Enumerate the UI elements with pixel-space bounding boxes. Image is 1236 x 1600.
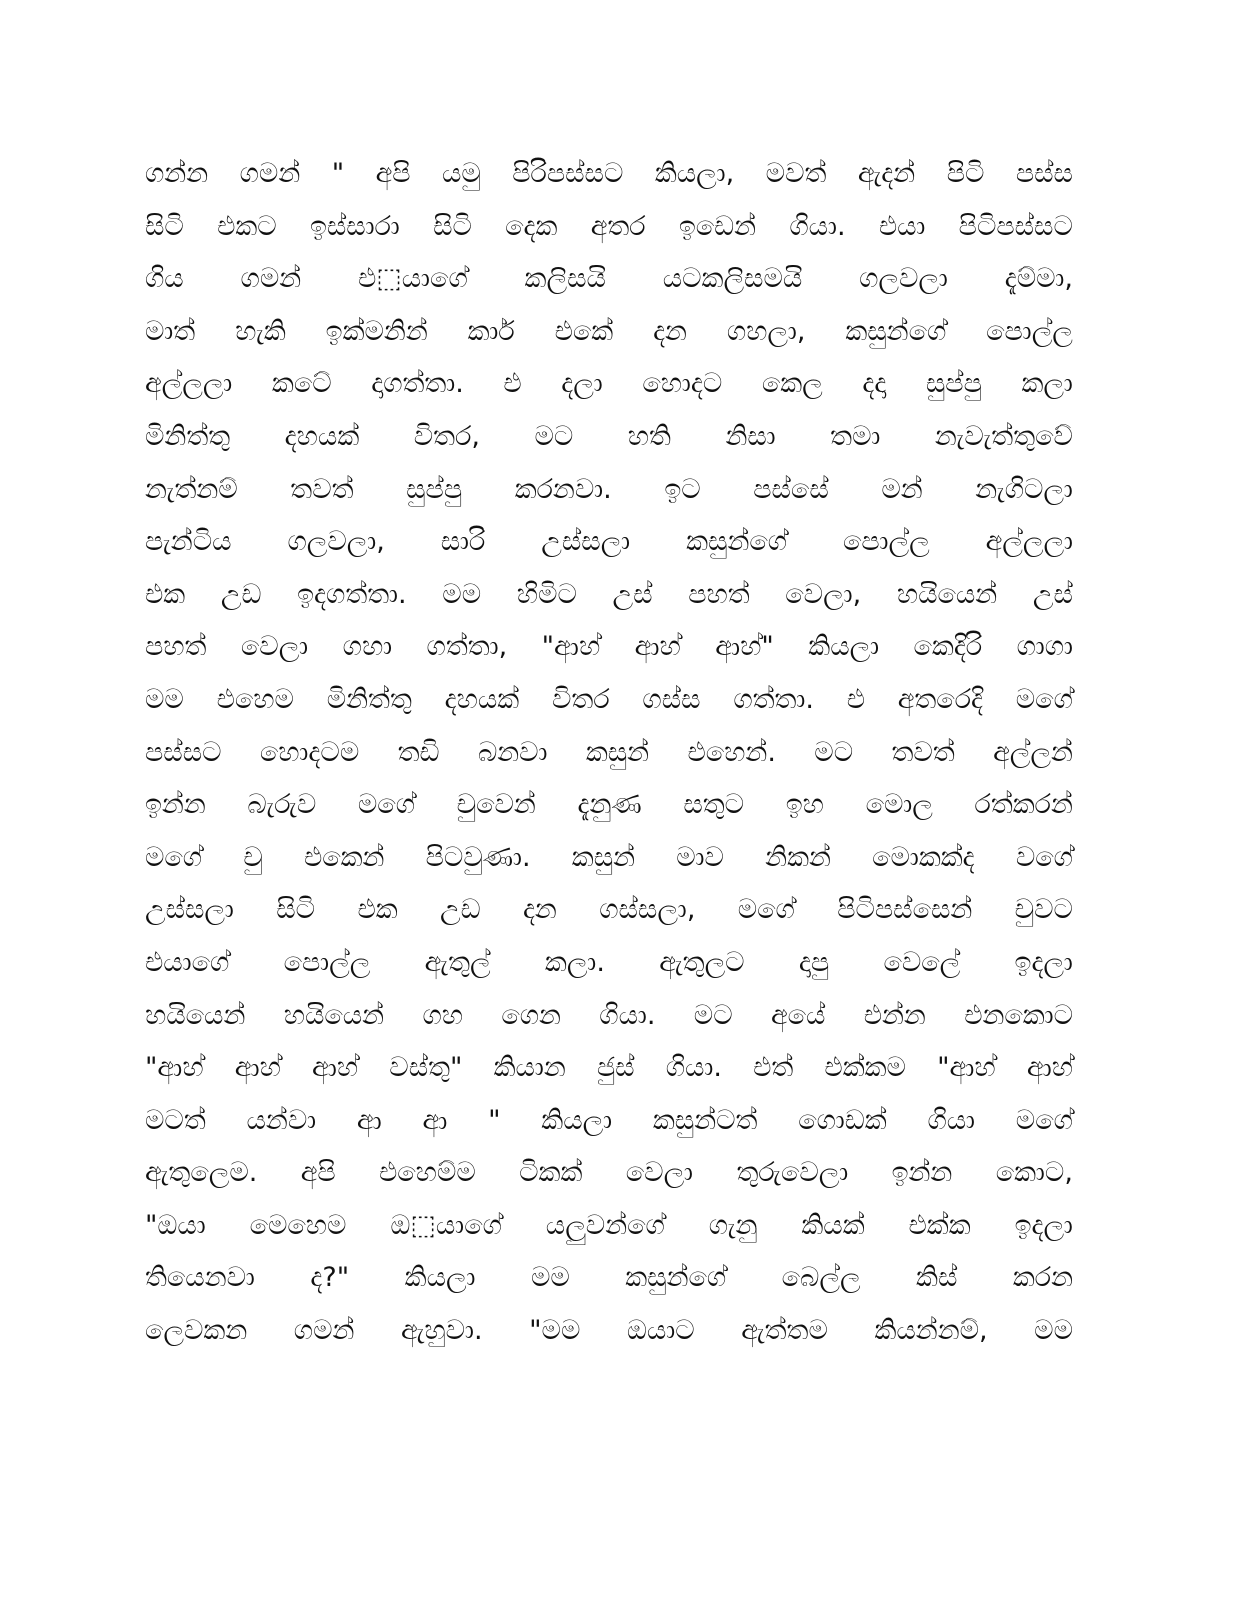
text-word: ඉන්න — [145, 789, 206, 821]
text-word: දදා — [862, 368, 887, 400]
text-word: මට — [814, 736, 854, 768]
text-word: පිටිපස්සෙන් — [837, 894, 973, 926]
text-word: යලුවන්ගේ — [545, 1209, 665, 1241]
text-word: ගෙන — [501, 999, 561, 1031]
text-word: සිටි — [145, 210, 184, 242]
text-word: එහෙම — [216, 683, 294, 715]
text-word: ඉදලා — [1014, 946, 1073, 978]
text-word: විතර — [551, 683, 610, 715]
text-word: වෙලා — [625, 1157, 694, 1189]
text-word: අල්ලලා — [145, 368, 233, 400]
text-word: විතර, — [413, 420, 480, 452]
text-word: ඉස්සාරා — [309, 210, 400, 242]
text-word: කියලා, — [654, 158, 735, 189]
text-word: දන — [653, 315, 687, 347]
text-word: ලෙවකන — [145, 1315, 248, 1347]
text-line — [145, 464, 1073, 517]
text-word: ආහ් — [312, 1052, 359, 1084]
text-word: මම — [1034, 1315, 1073, 1347]
text-word: ඉහ — [785, 789, 824, 821]
text-word: එන්න — [863, 999, 926, 1031]
text-word: ගැනු — [708, 1209, 758, 1241]
text-word: ගහ — [422, 999, 463, 1031]
text-word: එකේ — [554, 315, 614, 347]
text-word: එ⬚යාගේ — [357, 263, 468, 295]
text-word: එහෙන්. — [687, 736, 776, 768]
text-word: ගත්තා, — [426, 631, 508, 663]
text-word: වස්තු" — [389, 1052, 463, 1084]
text-word: තවත් — [891, 736, 955, 768]
text-word: එක — [357, 894, 398, 926]
text-word: එයාගේ — [145, 946, 230, 978]
text-word: ගමන් — [240, 263, 302, 295]
text-word: එනකොට — [964, 999, 1073, 1031]
text-word: කසුන් — [585, 736, 650, 768]
text-word: මොල — [865, 789, 933, 821]
text-word: ඇහුවා. — [401, 1315, 483, 1347]
text-word: තියෙනවා — [145, 1262, 255, 1294]
text-word: ඇත්තම — [741, 1315, 828, 1347]
text-word: ආහ්" — [715, 631, 774, 663]
text-word: පහත් — [145, 631, 207, 663]
text-word: කලා. — [544, 946, 605, 978]
text-word: නැත්නම් — [145, 473, 238, 505]
text-word: ආහ් — [634, 631, 681, 663]
text-word: ඇතුලෙම. — [145, 1157, 258, 1189]
text-word: දෙක — [505, 210, 558, 242]
text-word: මගේ — [357, 789, 415, 821]
text-word: කසුන් — [571, 841, 636, 873]
text-word: පස්ස — [1015, 158, 1073, 189]
text-word: අපි — [300, 1157, 336, 1189]
text-word: සුප්පු — [406, 473, 463, 505]
text-word: හොදට — [642, 368, 723, 400]
text-word: ගිය — [145, 263, 184, 295]
text-word: උස්සලා — [145, 894, 234, 926]
text-word: කෙදිරි — [913, 631, 983, 663]
text-word: ඇතුලට — [659, 946, 745, 978]
text-word: එකට — [217, 210, 277, 242]
text-word: ආහ් — [234, 1052, 281, 1084]
text-word: සිටි — [276, 894, 316, 926]
text-word: තමා — [830, 420, 881, 452]
text-word: කටේ — [271, 368, 332, 400]
text-word: සිටි — [433, 210, 472, 242]
text-word: මිනිත්තු — [326, 683, 412, 715]
text-word: දාපු — [798, 946, 830, 978]
text-word: ගස්ස — [642, 683, 701, 715]
text-word: චු — [243, 841, 263, 873]
text-word: මගේ — [1015, 1104, 1073, 1136]
text-word: "ආහ් — [541, 631, 601, 663]
text-word: ඇතුල් — [424, 946, 491, 978]
text-word: යන්වා — [246, 1104, 317, 1136]
text-word: වෙලේ — [883, 946, 961, 978]
text-word: වෙලා — [240, 631, 309, 663]
text-word: පොල්ල — [986, 315, 1073, 347]
text-word: ඔයාට — [626, 1315, 695, 1347]
text-word: උස් — [1032, 578, 1073, 610]
text-word: කොට, — [995, 1157, 1073, 1189]
text-word: කාර් — [467, 315, 515, 347]
text-word: "මම — [529, 1315, 581, 1347]
text-line — [145, 727, 1073, 780]
text-word: පොල්ල — [842, 526, 930, 558]
text-word: මෙහෙම — [249, 1209, 347, 1241]
text-word: එහෙම්ම — [379, 1157, 476, 1189]
text-word: එකෙන් — [303, 841, 385, 873]
text-word: ඉට — [664, 473, 701, 505]
text-word: එ — [846, 683, 865, 715]
text-word: මම — [530, 1262, 570, 1294]
text-word: තුරුවෙලා — [736, 1157, 849, 1189]
text-word: සතුට — [683, 789, 745, 821]
text-word: දැම්මා, — [1004, 263, 1073, 295]
text-word: දාගත්තා. — [371, 368, 464, 400]
text-word: "ආහ් — [145, 1052, 204, 1084]
text-word: පිටි — [946, 158, 985, 189]
text-line — [145, 1305, 1073, 1358]
text-word: ගියා — [927, 1104, 976, 1136]
text-word: පිටිපස්සට — [958, 210, 1073, 242]
text-word: ගියා. — [789, 210, 846, 242]
text-word: එයා — [878, 210, 926, 242]
text-word: ගන්න — [145, 158, 209, 189]
text-line — [145, 306, 1073, 359]
text-word: ගමන් — [293, 1315, 355, 1347]
text-word: කසුන්ගේ — [845, 315, 947, 347]
text-word: පස්සට — [145, 736, 222, 768]
text-word: කලා — [1021, 368, 1073, 400]
text-word: ඉක්මනින් — [325, 315, 428, 347]
text-line — [145, 411, 1073, 464]
text-word: අපි — [375, 158, 411, 189]
text-word: කියාන — [493, 1052, 566, 1084]
text-word: එ — [503, 368, 522, 400]
text-word: කිස් — [916, 1262, 958, 1294]
text-word: ගත්තා. — [733, 683, 814, 715]
text-word: මට — [534, 420, 574, 452]
text-word: කරනවා. — [514, 473, 612, 505]
text-word: දහයක් — [284, 420, 360, 452]
text-word: " — [331, 158, 345, 189]
text-word: මටත් — [145, 1104, 206, 1136]
text-word: උස්සලා — [541, 526, 631, 558]
text-word: චුවට — [1014, 894, 1073, 926]
text-word: "ඔයා — [145, 1209, 206, 1241]
text-word: කියලා — [808, 631, 880, 663]
text-word: හයියෙන් — [896, 578, 998, 610]
text-word: හැකි — [235, 315, 286, 347]
text-word: ගස්සලා, — [599, 894, 696, 926]
text-line — [145, 1042, 1073, 1095]
text-word: එත් — [753, 1052, 794, 1084]
text-word: උඩ — [439, 894, 481, 926]
text-word: ගලවලා, — [287, 526, 385, 558]
text-word: පස්සේ — [753, 473, 829, 505]
text-line — [145, 884, 1073, 937]
text-word: නැවැත්තුවේ — [934, 420, 1073, 452]
text-line — [145, 674, 1073, 727]
text-word: කියලා — [541, 1104, 613, 1136]
text-line — [145, 779, 1073, 832]
text-line — [145, 832, 1073, 885]
text-word: සුප්පු — [925, 368, 982, 400]
text-word: උඩ — [220, 578, 262, 610]
text-word: ආ — [422, 1104, 448, 1136]
text-line — [145, 516, 1073, 569]
text-word: ගලවලා — [859, 263, 948, 295]
text-word: මම — [145, 683, 184, 715]
text-line — [145, 358, 1073, 411]
text-word: මට — [693, 999, 733, 1031]
text-line — [145, 569, 1073, 622]
text-word: හිමිට — [516, 578, 577, 610]
text-word: ඔ⬚යාගේ — [390, 1209, 502, 1241]
text-word: ගහලා, — [726, 315, 806, 347]
text-word: පිටවුණා. — [425, 841, 531, 873]
text-word: තවත් — [290, 473, 354, 505]
text-line — [145, 1147, 1073, 1200]
text-word: කියක් — [801, 1209, 865, 1241]
text-word: " — [488, 1104, 501, 1136]
text-word: මගේ — [1015, 683, 1073, 715]
text-word: ඉදගත්තා. — [297, 578, 407, 610]
text-word: ගොඩක් — [798, 1104, 887, 1136]
text-word: දැනුණ — [577, 789, 642, 821]
text-word: ගියා. — [665, 1052, 722, 1084]
text-word: ආ — [356, 1104, 382, 1136]
text-word: ආහ් — [1026, 1052, 1073, 1084]
text-word: පොල්ල — [283, 946, 371, 978]
text-word: හොදටම — [259, 736, 360, 768]
text-word: අල්ලලා — [985, 526, 1073, 558]
text-line — [145, 1095, 1073, 1148]
text-word: හයියෙන් — [145, 999, 246, 1031]
text-word: එක්කම — [824, 1052, 906, 1084]
text-word: තඩි — [397, 736, 440, 768]
text-word: පැන්ටිය — [145, 526, 232, 558]
text-line — [145, 621, 1073, 674]
text-word: එක්ක — [908, 1209, 971, 1241]
text-word: බැරුව — [247, 789, 317, 821]
text-word: නැගිටලා — [975, 473, 1073, 505]
text-word: මාව — [676, 841, 724, 873]
text-word: පහත් — [688, 578, 750, 610]
text-word: මාත් — [145, 315, 196, 347]
text-word: ද?" — [310, 1262, 350, 1294]
text-word: ගාගා — [1016, 631, 1073, 663]
text-word: අයේ — [770, 999, 826, 1031]
text-word: අල්ලන් — [993, 736, 1073, 768]
text-line — [145, 148, 1073, 201]
text-word: පිරිපස්සට — [512, 158, 624, 189]
body-text — [145, 148, 1073, 1358]
text-word: මගේ — [737, 894, 795, 926]
text-line — [145, 253, 1073, 306]
text-line — [145, 990, 1073, 1043]
text-word: දහයක් — [444, 683, 520, 715]
text-word: මිනිත්තු — [145, 420, 231, 452]
text-word: කරන — [1012, 1262, 1073, 1294]
text-word: එක — [145, 578, 186, 610]
text-word: යමු — [441, 158, 481, 189]
text-word: මන් — [881, 473, 923, 505]
text-word: දලා — [561, 368, 603, 400]
text-line — [145, 937, 1073, 990]
text-word: කලිසයි — [524, 263, 606, 295]
text-word: අතරෙදි — [897, 683, 983, 715]
text-word: කෙල — [761, 368, 823, 400]
text-line — [145, 1200, 1073, 1253]
text-word: හයියෙන් — [283, 999, 385, 1031]
text-word: කසුන්ටත් — [652, 1104, 758, 1136]
text-word: ඇදන් — [857, 158, 916, 189]
text-word: "ආහ් — [937, 1052, 996, 1084]
text-word: බෙල්ල — [781, 1262, 861, 1294]
text-word: මම — [442, 578, 482, 610]
text-word: මොකක්ද — [872, 841, 975, 873]
text-word: නිසා — [725, 420, 776, 452]
text-word: ගහා — [342, 631, 393, 663]
text-word: ගමන් — [239, 158, 301, 189]
text-word: චුවෙන් — [456, 789, 536, 821]
text-word: වගේ — [1015, 841, 1073, 873]
text-word: මවත් — [765, 158, 827, 189]
text-line — [145, 201, 1073, 254]
text-word: ඉන්න — [891, 1157, 953, 1189]
text-word: නිකන් — [765, 841, 831, 873]
text-word: හති — [627, 420, 671, 452]
text-word: ඉඩෙන් — [678, 210, 757, 242]
text-word: කියලා — [404, 1262, 476, 1294]
text-word: වෙලා, — [785, 578, 862, 610]
text-word: සාරි — [440, 526, 486, 558]
text-word: රත්කරන් — [974, 789, 1073, 821]
text-word: කසුන්ගේ — [686, 526, 788, 558]
text-word: අතර — [590, 210, 646, 242]
text-word: බනවා — [477, 736, 548, 768]
text-word: උස් — [612, 578, 653, 610]
text-word: කසුන්ගේ — [625, 1262, 727, 1294]
text-word: යටකලිසමයි — [662, 263, 803, 295]
text-word: ගියා. — [599, 999, 656, 1031]
text-word: ටිකක් — [519, 1157, 583, 1189]
text-word: ජුස් — [596, 1052, 635, 1084]
text-word: මගේ — [145, 841, 203, 873]
text-word: දන — [522, 894, 557, 926]
text-line — [145, 1252, 1073, 1305]
text-word: කියන්නම්, — [874, 1315, 988, 1347]
text-word: ඉදලා — [1014, 1209, 1073, 1241]
